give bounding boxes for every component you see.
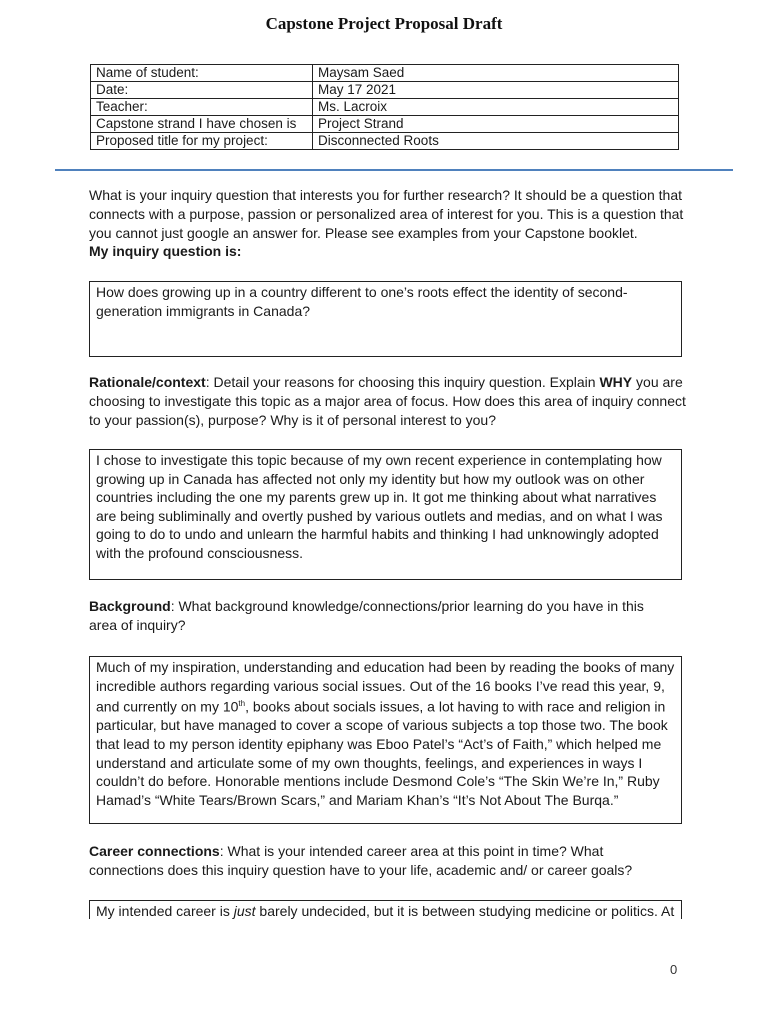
background-prompt-text: : What background knowledge/connections/prior learning do you have in this bbox=[170, 598, 644, 614]
ordinal-suffix: th bbox=[238, 699, 246, 709]
prompt-line: area of inquiry? bbox=[89, 616, 186, 633]
prompt-line: choosing to investigate this topic as a major area of focus. How does this area of inquiry connect bbox=[89, 392, 686, 409]
background-heading: Background bbox=[89, 598, 171, 614]
career-prompt bbox=[89, 842, 689, 880]
prompt-line: connections does this inquiry question have to your life, academic and/ or career goals? bbox=[89, 861, 633, 878]
page-number: 0 bbox=[670, 962, 678, 977]
answer-line: , books about socials issues, a lot having to with race and religion in bbox=[245, 698, 666, 715]
info-label: Date: bbox=[91, 82, 313, 99]
answer-line: How does growing up in a country different to one’s roots effect the identity of second- bbox=[96, 284, 628, 300]
info-label: Proposed title for my project: bbox=[91, 133, 313, 150]
table-row bbox=[91, 82, 679, 99]
answer-line: couldn’t do before. Honorable mentions include Desmond Cole’s “The Skin We’re In,” Ruby bbox=[96, 773, 660, 790]
career-prompt-text: : What is your intended career area at this point in time? What bbox=[219, 843, 604, 859]
answer-text: My intended career is bbox=[96, 903, 234, 919]
info-value: Disconnected Roots bbox=[313, 133, 679, 150]
rationale-answer-box bbox=[89, 449, 682, 580]
answer-line: I chose to investigate this topic because of my own recent experience in contemplating how bbox=[96, 452, 662, 468]
info-value: May 17 2021 bbox=[313, 82, 679, 99]
answer-line: Hamad’s “White Tears/Brown Scars,” and Mariam Khan’s “It’s Not About The Burqa.” bbox=[96, 791, 619, 808]
inquiry-prompt bbox=[89, 186, 689, 261]
prompt-line: What is your inquiry question that interests you for further research? It should be a question that bbox=[89, 187, 682, 203]
table-row bbox=[91, 116, 679, 133]
info-label: Teacher: bbox=[91, 99, 313, 116]
answer-line: are being subliminally and overtly pushed by various outlets and medias, and on what I was bbox=[96, 507, 663, 524]
student-info-table bbox=[90, 64, 679, 150]
answer-line: growing up in Canada has affected not only my identity but how my outlook was on other bbox=[96, 470, 645, 487]
info-value: Project Strand bbox=[313, 116, 679, 133]
rationale-prompt-text: : Detail your reasons for choosing this inquiry question. Explain bbox=[205, 374, 600, 390]
rationale-prompt bbox=[89, 373, 689, 429]
prompt-line: you cannot just google an answer for. Please see examples from your Capstone booklet. bbox=[89, 224, 638, 241]
info-value: Ms. Lacroix bbox=[313, 99, 679, 116]
table-row bbox=[91, 65, 679, 82]
career-heading: Career connections bbox=[89, 843, 220, 859]
answer-line: that lead to my person identity epiphany was Eboo Patel’s “Act’s of Faith,” which helped me bbox=[96, 736, 662, 753]
rationale-heading: Rationale/context bbox=[89, 374, 206, 390]
table-row bbox=[91, 133, 679, 150]
inquiry-answer-box bbox=[89, 281, 682, 357]
answer-line: Much of my inspiration, understanding and education had been by reading the books of many bbox=[96, 659, 675, 675]
answer-line: particular, but have managed to cover a scope of various subjects a top those two. The book bbox=[96, 717, 668, 734]
background-prompt bbox=[89, 597, 689, 635]
info-label: Name of student: bbox=[91, 65, 313, 82]
answer-text: barely undecided, but it is between studying medicine or politics. At bbox=[255, 903, 675, 919]
answer-line: understand and articulate some of my own thoughts, feelings, and experiences in ways I bbox=[96, 754, 643, 771]
info-label: Capstone strand I have chosen is bbox=[91, 116, 313, 133]
answer-line: incredible authors regarding various social issues. Out of the 16 books I’ve read this year, 9, bbox=[96, 677, 665, 694]
info-value: Maysam Saed bbox=[313, 65, 679, 82]
emphasis-text: just bbox=[233, 903, 256, 919]
why-emphasis: WHY bbox=[599, 374, 633, 390]
answer-line: and currently on my 10 bbox=[96, 698, 239, 715]
answer-line: generation immigrants in Canada? bbox=[96, 302, 311, 319]
background-answer-box bbox=[89, 656, 682, 824]
answer-line: countries including the one my parents grew up in. It got me thinking about what narratives bbox=[96, 489, 657, 506]
inquiry-label: My inquiry question is: bbox=[89, 243, 242, 260]
prompt-line: to your passion(s), purpose? Why is it of personal interest to you? bbox=[89, 411, 496, 428]
answer-line: with the profound consciousness. bbox=[96, 544, 304, 561]
prompt-line: connects with a purpose, passion or personalized area of interest for you. This is a question that bbox=[89, 205, 684, 222]
career-answer-box bbox=[89, 900, 682, 919]
rationale-prompt-text: you are bbox=[632, 374, 683, 390]
section-divider bbox=[55, 169, 733, 171]
document-title: Capstone Project Proposal Draft bbox=[265, 14, 503, 33]
table-row bbox=[91, 99, 679, 116]
answer-line: going to do to undo and unlearn the harmful habits and thinking I had unknowingly adopted bbox=[96, 526, 659, 543]
